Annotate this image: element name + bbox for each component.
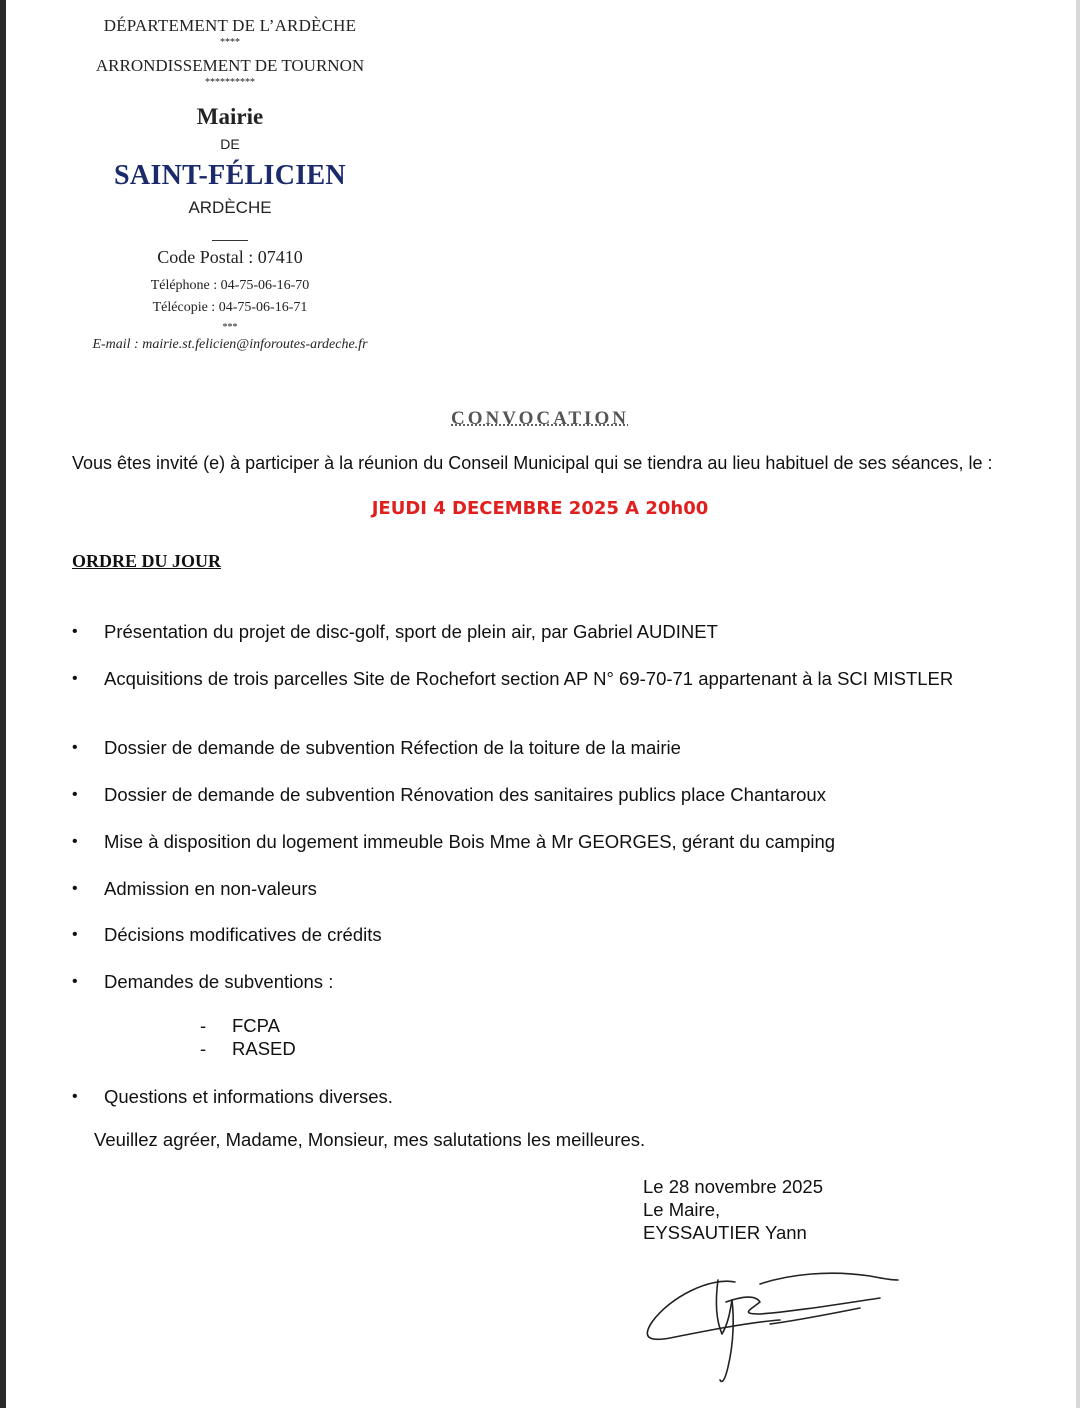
signature-block	[643, 1175, 823, 1244]
closing-salutation: Veuillez agréer, Madame, Monsieur, mes salutations les meilleures.	[94, 1129, 646, 1150]
signer-name: EYSSAUTIER Yann	[643, 1222, 807, 1243]
agenda-item-text: Dossier de demande de subvention Réfection de la toiture de la mairie	[104, 737, 681, 758]
divider	[212, 240, 248, 241]
stars-separator: ***	[222, 322, 238, 333]
agenda-item-text: Admission en non-valeurs	[104, 878, 317, 899]
bullet-icon: •	[72, 833, 78, 850]
title-text: CONVOCATION	[451, 408, 629, 429]
agenda-item-text: Demandes de subventions :	[104, 971, 334, 992]
email: E-mail : mairie.st.felicien@inforoutes-ardeche.fr	[92, 337, 368, 352]
letterhead	[60, 14, 400, 353]
telephone: Téléphone : 04-75-06-16-70	[150, 278, 310, 293]
stars-separator: ****	[220, 37, 240, 48]
sub-item-text: FCPA	[232, 1015, 280, 1036]
bullet-icon: •	[72, 926, 78, 943]
agenda-item-text: Décisions modificatives de crédits	[104, 924, 382, 945]
region-label: ARDÈCHE	[188, 198, 272, 217]
bullet-icon: •	[72, 739, 78, 756]
intro-paragraph: Vous êtes invité (e) à participer à la réunion du Conseil Municipal qui se tiendra au lieu habituel de ses séances, le :	[72, 453, 993, 473]
handwritten-signature	[640, 1262, 910, 1392]
bullet-icon: •	[72, 786, 78, 803]
city-name: SAINT-FÉLICIEN	[114, 160, 346, 191]
meeting-date: JEUDI 4 DECEMBRE 2025 A 20h00	[371, 498, 709, 519]
de-label: DE	[220, 136, 240, 152]
bullet-icon: •	[72, 1088, 78, 1105]
signer-role: Le Maire,	[643, 1199, 721, 1220]
arrondissement-label: ARRONDISSEMENT DE TOURNON	[95, 56, 365, 75]
agenda-item-text: Dossier de demande de subvention Rénovation des sanitaires publics place Chantaroux	[104, 784, 826, 805]
bullet-icon: •	[72, 623, 78, 640]
agenda-heading: ORDRE DU JOUR	[72, 551, 222, 571]
bullet-icon: •	[72, 973, 78, 990]
bullet-icon: •	[72, 670, 78, 687]
agenda-item-text: Présentation du projet de disc-golf, sport de plein air, par Gabriel AUDINET	[104, 621, 718, 642]
postal-code: Code Postal : 07410	[157, 247, 303, 267]
stars-separator: **********	[205, 77, 255, 88]
dash-icon: -	[200, 1015, 207, 1036]
bullet-icon: •	[72, 880, 78, 897]
agenda-item-text: Acquisitions de trois parcelles Site de Rochefort section AP N° 69-70-71 appartenant à la SCI MISTLER	[104, 668, 954, 689]
department-label: DÉPARTEMENT DE L’ARDÈCHE	[103, 16, 357, 35]
telecopie: Télécopie : 04-75-06-16-71	[152, 300, 308, 315]
letter-date: Le 28 novembre 2025	[643, 1176, 823, 1197]
agenda-item-text: Questions et informations diverses.	[104, 1086, 393, 1107]
dash-icon: -	[200, 1038, 207, 1059]
sub-item-text: RASED	[232, 1038, 296, 1059]
mairie-label: Mairie	[196, 104, 264, 129]
agenda-item-text: Mise à disposition du logement immeuble Bois Mme à Mr GEORGES, gérant du camping	[104, 831, 836, 852]
document-title	[0, 408, 1080, 430]
